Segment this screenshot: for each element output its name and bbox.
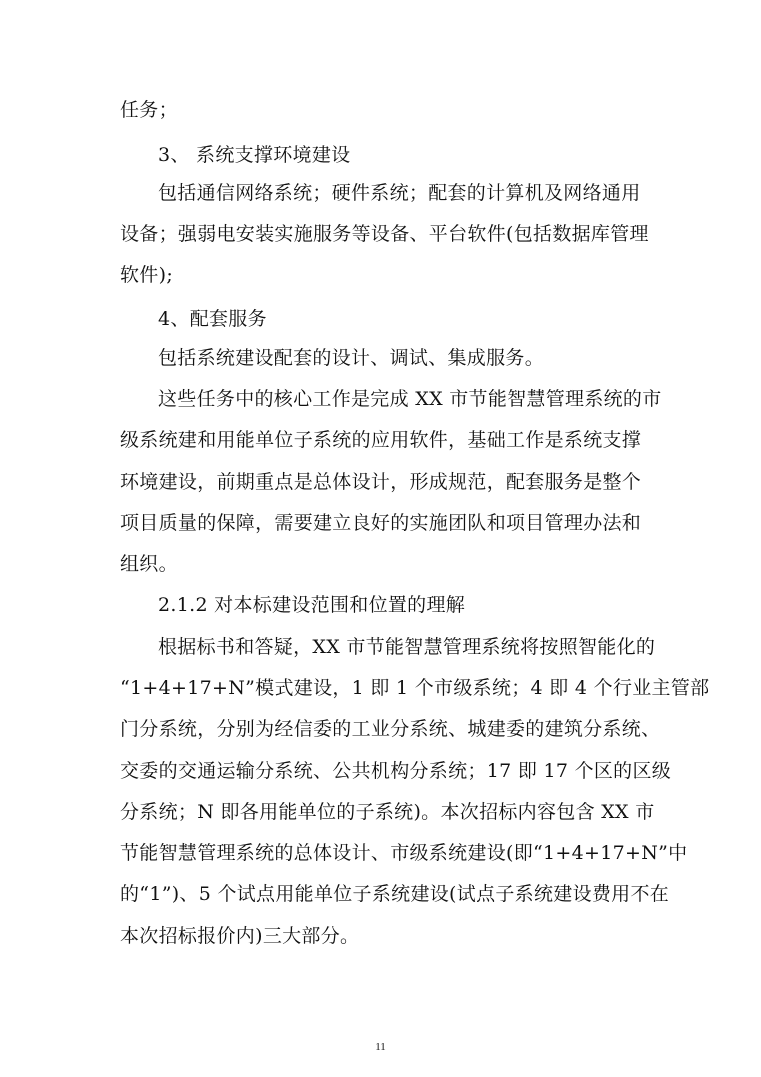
text-line-20: 的“1”)、5 个试点用能单位子系统建设(试点子系统建设费用不在: [120, 883, 670, 905]
text-line-9: 级系统建和用能单位子系统的应用软件，基础工作是系统支撑: [120, 429, 642, 451]
text-line-1: 任务；: [120, 99, 178, 121]
text-line-19: 节能智慧管理系统的总体设计、市级系统建设(即“1+4+17+N”中: [120, 842, 688, 864]
text-line-16: 门分系统，分别为经信委的工业分系统、城建委的建筑分系统、: [120, 718, 661, 740]
section-heading-3: 3、 系统支撑环境建设: [158, 144, 351, 166]
text-line-21: 本次招标报价内)三大部分。: [120, 925, 360, 947]
text-line-4: 设备；强弱电安装实施服务等设备、平台软件(包括数据库管理: [120, 223, 649, 245]
text-line-5: 软件);: [120, 264, 174, 286]
text-line-14: 根据标书和答疑，XX 市节能智慧管理系统将按照智能化的: [158, 636, 656, 658]
text-line-15: “1+4+17+N”模式建设，1 即 1 个市级系统；4 即 4 个行业主管部: [120, 677, 710, 699]
text-line-7: 包括系统建设配套的设计、调试、集成服务。: [158, 347, 545, 369]
text-line-3: 包括通信网络系统；硬件系统；配套的计算机及网络通用: [158, 182, 641, 204]
text-line-17: 交委的交通运输分系统、公共机构分系统；17 即 17 个区的区级: [120, 760, 672, 782]
text-line-10: 环境建设，前期重点是总体设计，形成规范，配套服务是整个: [120, 471, 642, 493]
section-heading-4: 4、配套服务: [158, 308, 267, 330]
subsection-heading-2-1-2: 2.1.2 对本标建设范围和位置的理解: [158, 594, 466, 616]
page-number: 11: [375, 1041, 386, 1053]
text-line-12: 组织。: [120, 553, 178, 575]
text-line-8: 这些任务中的核心工作是完成 XX 市节能智慧管理系统的市: [158, 388, 662, 410]
text-line-11: 项目质量的保障，需要建立良好的实施团队和项目管理办法和: [120, 512, 642, 534]
text-line-18: 分系统；N 即各用能单位的子系统)。本次招标内容包含 XX 市: [120, 801, 655, 823]
